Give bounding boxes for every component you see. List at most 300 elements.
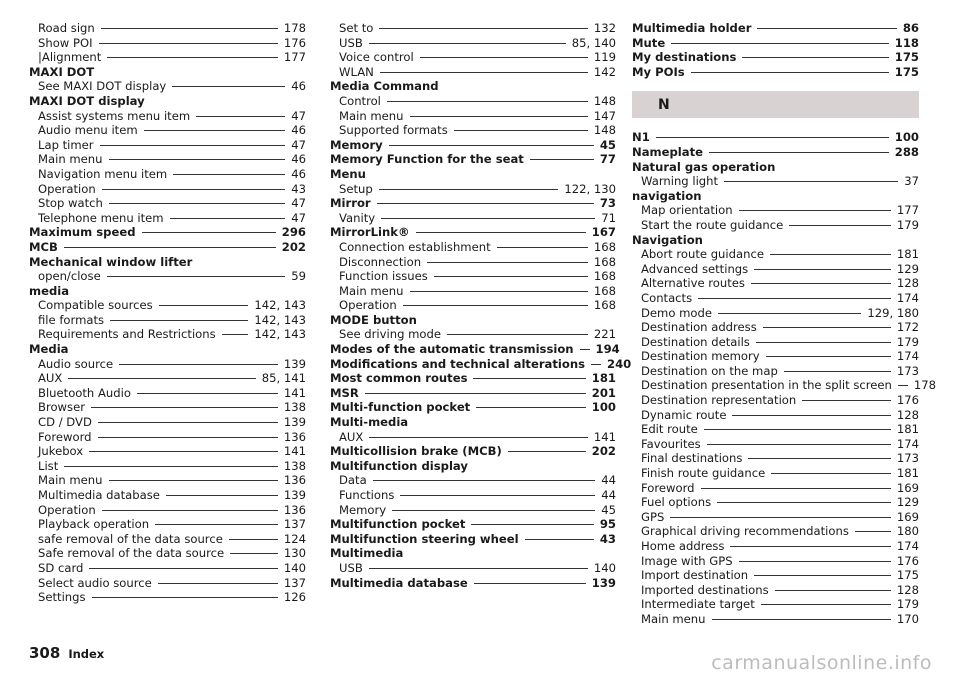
- leader-line: [159, 305, 249, 306]
- entry-label: Show POI: [38, 35, 93, 50]
- page-reference: 128: [896, 407, 919, 422]
- page-reference: 147: [593, 108, 616, 123]
- leader-line: [474, 583, 586, 584]
- leader-line: [229, 539, 278, 540]
- page-reference: 142: [593, 64, 616, 79]
- leader-line: [427, 262, 588, 263]
- index-subentry: [29, 109, 306, 124]
- entry-label: N1: [632, 130, 650, 145]
- page-reference: 47: [291, 137, 306, 152]
- index-subentry: [632, 320, 919, 335]
- entry-label: Main menu: [38, 473, 103, 488]
- leader-line: [766, 356, 891, 357]
- entry-label: Multicollision brake (MCB): [330, 444, 502, 459]
- page-reference: 46: [291, 166, 306, 181]
- index-subentry: [632, 583, 919, 598]
- index-subentry: [29, 327, 306, 342]
- entry-label: USB: [339, 560, 363, 575]
- entry-label: See MAXI DOT display: [38, 79, 167, 94]
- leader-line: [369, 568, 588, 569]
- leader-line: [434, 276, 588, 277]
- index-subentry: [330, 473, 616, 488]
- page-reference: 168: [593, 254, 616, 269]
- leader-line: [230, 553, 278, 554]
- entry-label: Home address: [641, 539, 725, 553]
- page-reference: 138: [283, 458, 306, 473]
- index-subentry: [632, 262, 919, 277]
- entry-label: Navigation menu item: [38, 166, 168, 181]
- index-subentry: [632, 291, 919, 306]
- page-reference: 176: [896, 553, 919, 568]
- entry-label: open/close: [38, 269, 101, 284]
- index-subentry: [29, 313, 306, 328]
- leader-line: [137, 393, 278, 394]
- page-reference: 139: [283, 356, 306, 371]
- page-reference: 175: [896, 568, 919, 583]
- page-reference: 46: [291, 123, 306, 138]
- index-subentry: [330, 21, 616, 36]
- entry-label: Stop watch: [38, 196, 103, 211]
- leader-line: [775, 590, 891, 591]
- page-reference: 126: [283, 590, 306, 605]
- index-subentry: [29, 459, 306, 474]
- index-subentry: [29, 152, 306, 167]
- index-subentry: [632, 203, 919, 218]
- index-subentry: [632, 174, 919, 189]
- index-subentry: [632, 554, 919, 569]
- leader-line: [670, 517, 891, 518]
- leader-line: [656, 137, 889, 138]
- index-subentry: [29, 415, 306, 430]
- leader-line: [530, 159, 594, 160]
- leader-line: [380, 72, 588, 73]
- leader-line: [420, 57, 588, 58]
- entry-label: Destination representation: [641, 393, 797, 408]
- leader-line: [98, 422, 278, 423]
- entry-label: |Alignment: [38, 50, 102, 65]
- index-entry: [330, 386, 616, 401]
- index-entry: [632, 145, 919, 160]
- index-subentry: [29, 590, 306, 605]
- entry-label: Mirror: [330, 196, 371, 211]
- index-entry: [330, 138, 616, 153]
- leader-line: [101, 28, 278, 29]
- index-subentry: [330, 123, 616, 138]
- entry-label: See driving mode: [339, 327, 442, 342]
- entry-label: safe removal of the data source: [38, 531, 223, 546]
- leader-line: [389, 145, 594, 146]
- entry-label: Contacts: [641, 290, 693, 305]
- page-reference: 179: [896, 217, 919, 232]
- page-reference: 141: [283, 385, 306, 400]
- index-entry: [632, 36, 919, 51]
- page-reference: 168: [593, 283, 616, 298]
- index-subentry: [632, 495, 919, 510]
- entry-label: Start the route guidance: [641, 217, 784, 232]
- index-entry: [632, 130, 919, 145]
- index-heading: MAXI DOT display: [29, 93, 145, 108]
- index-subentry: [632, 349, 919, 364]
- index-subentry: [632, 466, 919, 481]
- page-reference: 142, 143: [254, 312, 306, 327]
- index-entry: [632, 50, 919, 65]
- entry-label: Function issues: [339, 269, 428, 284]
- leader-line: [381, 218, 595, 219]
- entry-label: Main menu: [339, 283, 404, 298]
- leader-line: [497, 247, 588, 248]
- index-subentry: [632, 422, 919, 437]
- entry-label: Multimedia holder: [632, 21, 752, 35]
- index-subentry: [29, 503, 306, 518]
- leader-line: [454, 130, 588, 131]
- leader-line: [754, 575, 891, 576]
- leader-line: [400, 495, 595, 496]
- leader-line: [698, 298, 891, 299]
- entry-label: Supported formats: [339, 123, 448, 138]
- index-subentry: [29, 532, 306, 547]
- entry-label: Alternative routes: [641, 276, 745, 291]
- page-reference: 179: [896, 334, 919, 349]
- index-heading: Media: [29, 342, 69, 357]
- index-subentry: [632, 335, 919, 350]
- page-reference: 59: [291, 269, 306, 284]
- page-reference: 140: [593, 560, 616, 575]
- entry-label: Multifunction pocket: [330, 517, 466, 532]
- index-subentry: [330, 284, 616, 299]
- index-entry: [330, 225, 616, 240]
- page-reference: 85, 140: [571, 35, 616, 50]
- index-subentry: [632, 408, 919, 423]
- index-entry: [330, 517, 616, 532]
- entry-label: Operation: [38, 181, 96, 196]
- leader-line: [110, 320, 248, 321]
- entry-label: Intermediate target: [641, 597, 755, 612]
- entry-label: SD card: [38, 560, 84, 575]
- index-entry: [632, 65, 919, 80]
- leader-line: [471, 524, 593, 525]
- page-reference: 45: [601, 502, 616, 517]
- index-heading: media: [29, 283, 70, 298]
- leader-line: [756, 342, 891, 343]
- page-reference: 172: [896, 320, 919, 335]
- leader-line: [98, 437, 278, 438]
- entry-label: Destination memory: [641, 349, 760, 364]
- page-reference: 168: [593, 269, 616, 284]
- entry-label: Memory: [330, 137, 383, 152]
- entry-label: Requirements and Restrictions: [38, 327, 216, 342]
- index-subentry: [29, 357, 306, 372]
- entry-label: Main menu: [38, 152, 103, 167]
- page-reference: 118: [894, 35, 919, 50]
- leader-line: [712, 619, 891, 620]
- leader-line: [377, 203, 594, 204]
- entry-label: Bluetooth Audio: [38, 385, 131, 400]
- page-reference: 46: [291, 152, 306, 167]
- page-reference: 174: [896, 290, 919, 305]
- leader-line: [365, 393, 586, 394]
- leader-line: [525, 539, 594, 540]
- index-entry: [330, 532, 616, 547]
- leader-line: [379, 189, 559, 190]
- index-subentry: [29, 196, 306, 211]
- page-reference: 202: [591, 444, 616, 459]
- leader-line: [476, 407, 586, 408]
- index-subentry: [330, 561, 616, 576]
- index-subentry: [330, 182, 616, 197]
- leader-line: [718, 313, 861, 314]
- index-subentry: [330, 94, 616, 109]
- page-reference: 142, 143: [254, 327, 306, 342]
- page-reference: 174: [896, 539, 919, 553]
- leader-line: [107, 276, 286, 277]
- entry-label: Most common routes: [330, 371, 468, 386]
- entry-label: Finish route guidance: [641, 466, 766, 481]
- index-subentry: [330, 240, 616, 255]
- leader-line: [392, 510, 595, 511]
- index-subentry: [632, 612, 919, 627]
- page-reference: 178: [283, 21, 306, 35]
- page-reference: 175: [894, 64, 919, 79]
- page-reference: 44: [601, 473, 616, 488]
- page-reference: 95: [599, 517, 616, 532]
- entry-label: Operation: [339, 298, 397, 313]
- index-entry: [330, 444, 616, 459]
- entry-label: WLAN: [339, 64, 374, 79]
- entry-label: My POIs: [632, 64, 685, 79]
- page-reference: 46: [291, 79, 306, 94]
- index-subentry: [29, 167, 306, 182]
- leader-line: [789, 225, 891, 226]
- entry-label: Set to: [339, 21, 374, 35]
- leader-line: [119, 364, 278, 365]
- index-subentry: [632, 306, 919, 321]
- page-reference: 169: [896, 509, 919, 524]
- index-subentry: [29, 21, 306, 36]
- index-subentry: [632, 451, 919, 466]
- index-entry: [330, 356, 632, 372]
- page-reference: 71: [601, 210, 616, 225]
- index-heading: Natural gas operation: [632, 159, 776, 174]
- entry-label: Foreword: [38, 429, 92, 444]
- entry-label: Telephone menu item: [38, 210, 164, 225]
- page-reference: 181: [591, 371, 616, 386]
- entry-label: Memory Function for the seat: [330, 152, 524, 167]
- entry-label: Warning light: [641, 174, 719, 189]
- entry-label: Modes of the automatic transmission: [330, 342, 574, 357]
- page-reference: 180: [896, 524, 919, 539]
- index-entry: [330, 152, 616, 167]
- index-subentry: [330, 109, 616, 124]
- index-subentry: [632, 364, 919, 379]
- leader-line: [403, 305, 588, 306]
- leader-line: [730, 546, 890, 547]
- entry-label: Main menu: [339, 108, 404, 123]
- index-subentry: [330, 298, 616, 313]
- leader-line: [742, 57, 888, 58]
- page-reference: 141: [593, 429, 616, 444]
- page-reference: 181: [896, 422, 919, 437]
- entry-label: USB: [339, 35, 363, 50]
- page-reference: 47: [291, 210, 306, 225]
- entry-label: Multifunction steering wheel: [330, 531, 519, 546]
- leader-line: [707, 444, 891, 445]
- page-reference: 129, 180: [867, 305, 919, 320]
- leader-line: [739, 561, 891, 562]
- entry-label: Mute: [632, 35, 666, 50]
- page-reference: 148: [593, 123, 616, 138]
- index-subentry: [29, 298, 306, 313]
- page-reference: 174: [896, 349, 919, 364]
- index-entry: [29, 240, 306, 255]
- index-column-1: [29, 21, 306, 605]
- index-subentry: [330, 65, 616, 80]
- index-subentry: [632, 568, 919, 583]
- entry-label: Import destination: [641, 568, 749, 583]
- leader-line: [691, 72, 889, 73]
- index-heading: Menu: [330, 166, 366, 181]
- entry-label: Functions: [339, 488, 395, 502]
- entry-label: Graphical driving recommendations: [641, 524, 849, 539]
- entry-label: Lap timer: [38, 137, 94, 152]
- page-reference: 100: [894, 130, 919, 145]
- entry-label: Control: [339, 93, 381, 108]
- leader-line: [170, 218, 286, 219]
- page-reference: 43: [291, 181, 306, 196]
- index-subentry: [632, 539, 919, 554]
- page-reference: 168: [593, 298, 616, 313]
- page-reference: 173: [896, 363, 919, 378]
- index-column-3: [632, 21, 937, 627]
- page-reference: 119: [593, 50, 616, 65]
- entry-label: Data: [339, 473, 367, 488]
- entry-label: Audio source: [38, 356, 114, 371]
- page-reference: 176: [283, 35, 306, 50]
- entry-label: Compatible sources: [38, 298, 153, 313]
- page-reference: 167: [591, 225, 616, 240]
- entry-label: Memory: [339, 502, 387, 517]
- index-subentry: [632, 247, 919, 262]
- leader-line: [102, 189, 286, 190]
- entry-label: MCB: [29, 239, 58, 254]
- page-reference: 179: [896, 597, 919, 612]
- page-reference: 288: [894, 144, 919, 159]
- page-reference: 136: [283, 429, 306, 444]
- index-subentry: [330, 269, 616, 284]
- page-reference: 37: [904, 174, 919, 189]
- index-subentry: [29, 123, 306, 138]
- page-reference: 136: [283, 473, 306, 488]
- page-reference: 170: [896, 611, 919, 626]
- page-reference: 128: [896, 276, 919, 291]
- page-reference: 177: [283, 50, 306, 65]
- index-subentry: [29, 488, 306, 503]
- leader-line: [109, 203, 285, 204]
- entry-label: List: [38, 458, 59, 473]
- index-heading: Mechanical window lifter: [29, 254, 193, 269]
- entry-label: Multimedia database: [38, 488, 160, 502]
- page-reference: 139: [591, 575, 616, 590]
- index-heading: Media Command: [330, 79, 439, 94]
- leader-line: [373, 480, 596, 481]
- entry-label: Settings: [38, 590, 86, 605]
- index-subentry: [330, 327, 616, 342]
- page-reference: 86: [902, 21, 919, 35]
- index-subentry: [330, 211, 616, 226]
- entry-label: Demo mode: [641, 305, 713, 320]
- page-reference: 148: [593, 93, 616, 108]
- index-subentry: [330, 255, 616, 270]
- page-reference: 177: [896, 203, 919, 218]
- page-reference: 129: [896, 495, 919, 510]
- leader-line: [158, 583, 278, 584]
- entry-label: Destination address: [641, 320, 757, 335]
- index-subentry: [29, 269, 306, 284]
- leader-line: [89, 451, 278, 452]
- entry-label: MirrorLink®: [330, 225, 410, 240]
- page-reference: 174: [896, 436, 919, 451]
- index-subentry: [330, 503, 616, 518]
- page-reference: 142, 143: [254, 298, 306, 313]
- entry-label: Voice control: [339, 50, 414, 65]
- page-reference: 132: [593, 21, 616, 35]
- index-subentry: [632, 276, 919, 291]
- leader-line: [748, 458, 890, 459]
- leader-line: [172, 86, 285, 87]
- page-footer: [29, 644, 104, 662]
- entry-label: Nameplate: [632, 144, 703, 159]
- page-reference: 296: [281, 225, 306, 240]
- page-reference: 194: [595, 342, 620, 357]
- leader-line: [64, 466, 278, 467]
- leader-line: [770, 254, 891, 255]
- leader-line: [92, 597, 278, 598]
- page-reference: 85, 141: [261, 371, 306, 386]
- leader-line: [724, 181, 898, 182]
- leader-line: [142, 232, 276, 233]
- page-reference: 124: [283, 531, 306, 546]
- page-reference: 139: [283, 415, 306, 430]
- leader-line: [91, 407, 278, 408]
- leader-line: [771, 473, 891, 474]
- entry-label: CD / DVD: [38, 415, 92, 430]
- letter-section-header: N: [632, 91, 919, 118]
- leader-line: [591, 364, 601, 365]
- entry-label: Playback operation: [38, 517, 150, 532]
- index-subentry: [29, 430, 306, 445]
- index-entry: [632, 21, 919, 36]
- index-subentry: [29, 182, 306, 197]
- page-reference: 141: [283, 444, 306, 459]
- leader-line: [166, 495, 278, 496]
- entry-label: Destination on the map: [641, 363, 778, 378]
- index-subentry: [632, 481, 919, 496]
- leader-line: [155, 524, 278, 525]
- entry-label: Operation: [38, 502, 96, 517]
- index-column-2: [330, 21, 632, 590]
- entry-label: Select audio source: [38, 575, 152, 590]
- page-reference: 47: [291, 196, 306, 211]
- page-reference: 169: [896, 480, 919, 495]
- entry-label: Dynamic route: [641, 407, 727, 422]
- index-heading: MAXI DOT: [29, 64, 95, 79]
- entry-label: Destination details: [641, 334, 750, 349]
- leader-line: [580, 349, 590, 350]
- index-subentry: [29, 50, 306, 65]
- page-reference: 128: [896, 582, 919, 597]
- leader-line: [173, 174, 285, 175]
- index-subentry: [330, 488, 616, 503]
- page-reference: 201: [591, 385, 616, 400]
